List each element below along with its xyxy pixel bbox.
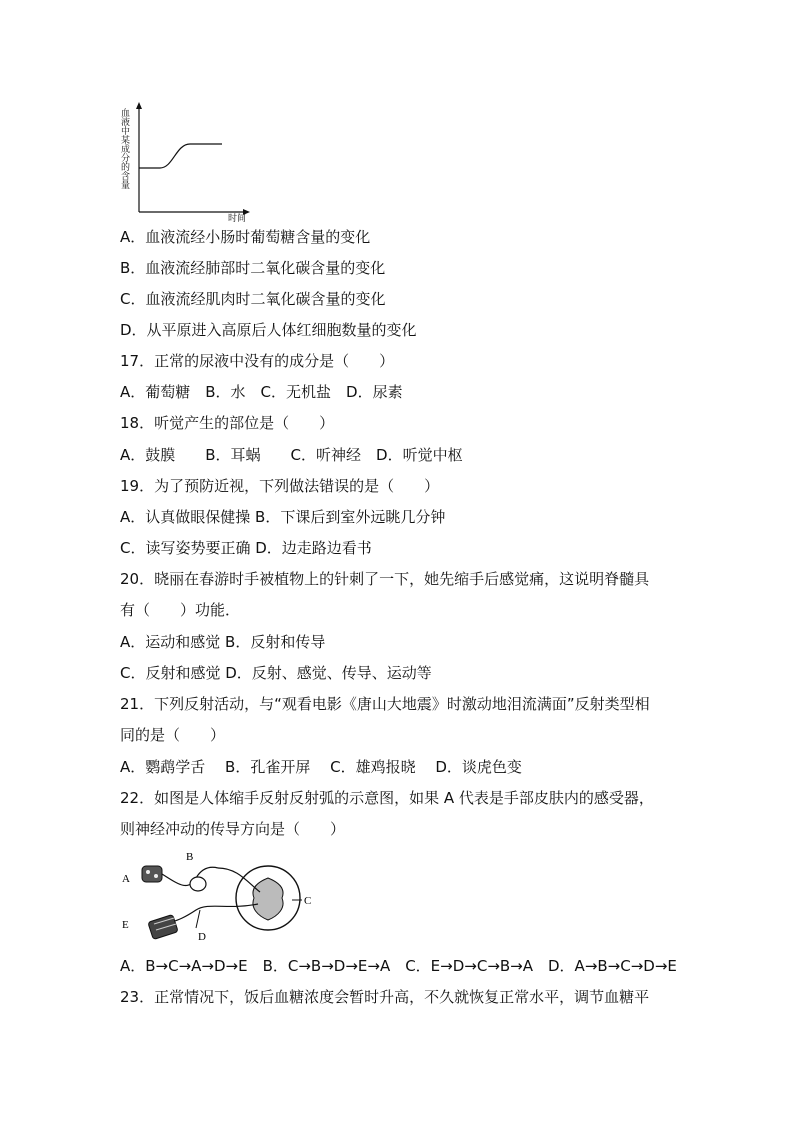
content-change-graph — [118, 100, 258, 222]
label-a: A — [122, 873, 130, 885]
label-e: E — [122, 919, 129, 931]
q20-options-1: A．运动和感觉 B．反射和传导 — [120, 633, 326, 651]
label-b: B — [186, 851, 194, 863]
spinal-cord — [236, 866, 300, 930]
q20-options-2: C．反射和感觉 D．反射、感觉、传导、运动等 — [120, 664, 432, 682]
q16-option-b: B．血液流经肺部时二氧化碳含量的变化 — [120, 259, 386, 277]
effector-e — [148, 914, 178, 939]
q23-stem-1: 23．正常情况下，饭后血糖浓度会暂时升高，不久就恢复正常水平，调节血糖平 — [120, 988, 650, 1006]
reflex-arc-diagram — [118, 848, 318, 948]
q16-option-d: D．从平原进入高原后人体红细胞数量的变化 — [120, 321, 417, 339]
graph-xlabel: 时间 — [228, 214, 247, 222]
label-c: C — [304, 895, 312, 907]
graph-ylabel: 血液中某成分的含量 — [119, 108, 129, 189]
q20-stem-2: 有（ ）功能． — [120, 601, 241, 619]
q19-stem: 19．为了预防近视，下列做法错误的是（ ） — [120, 477, 440, 495]
label-d-pointer — [196, 910, 200, 928]
q17-options: A．葡萄糖 B．水 C．无机盐 D．尿素 — [120, 383, 403, 401]
q18-options: A．鼓膜 B．耳蜗 C．听神经 D．听觉中枢 — [120, 446, 463, 464]
q16-option-a: A．血液流经小肠时葡萄糖含量的变化 — [120, 228, 371, 246]
q22-stem-1: 22．如图是人体缩手反射反射弧的示意图，如果 A 代表是手部皮肤内的感受器， — [120, 789, 654, 807]
q21-stem-2: 同的是（ ） — [120, 726, 226, 744]
q22-stem-2: 则神经冲动的传导方向是（ ） — [120, 820, 346, 838]
q18-stem: 18．听觉产生的部位是（ ） — [120, 414, 335, 432]
label-d: D — [198, 931, 206, 943]
receptor-a — [142, 866, 162, 882]
q22-options: A．B→C→A→D→E B．C→B→D→E→A C．E→D→C→B→A D．A→B→C→D→E — [120, 957, 677, 975]
q21-options: A．鹦鹉学舌 B．孔雀开屏 C．雄鸡报晓 D．谈虎色变 — [120, 758, 522, 776]
q16-option-c: C．血液流经肌肉时二氧化碳含量的变化 — [120, 290, 386, 308]
q20-stem-1: 20．晓丽在春游时手被植物上的针刺了一下，她先缩手后感觉痛，这说明脊髓具 — [120, 570, 650, 588]
q17-stem: 17．正常的尿液中没有的成分是（ ） — [120, 352, 395, 370]
graph-curve — [139, 144, 222, 168]
y-axis-arrow — [136, 102, 142, 109]
q21-stem-1: 21．下列反射活动，与“观看电影《唐山大地震》时激动地泪流满面”反射类型相 — [120, 695, 650, 713]
q19-options-1: A．认真做眼保健操 B．下课后到室外远眺几分钟 — [120, 508, 446, 526]
q19-options-2: C．读写姿势要正确 D．边走路边看书 — [120, 539, 372, 557]
ganglion — [190, 877, 206, 891]
